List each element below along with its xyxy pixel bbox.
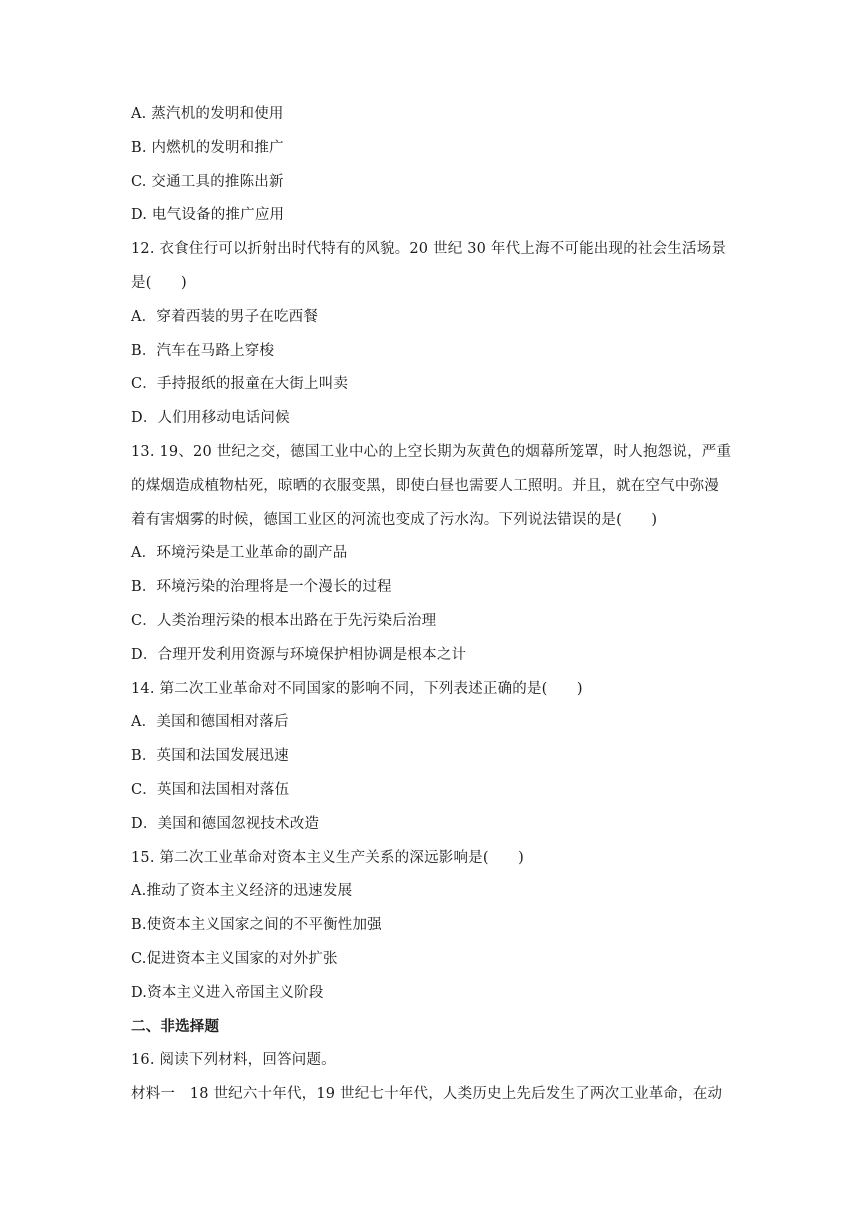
q14-stem: 14. 第二次工业革命对不同国家的影响不同，下列表述正确的是( )	[131, 680, 583, 697]
q15-option-d: D.资本主义进入帝国主义阶段	[131, 984, 324, 1001]
q15-option-b: B.使资本主义国家之间的不平衡性加强	[131, 917, 382, 934]
q16-stem: 16. 阅读下列材料，回答问题。	[131, 1052, 336, 1069]
q14-option-b: B．英国和法国发展迅速	[131, 748, 289, 765]
q13-option-c: C．人类治理污染的根本出路在于先污染后治理	[131, 612, 437, 629]
q16-material-1: 材料一 18 世纪六十年代，19 世纪七十年代，人类历史上先后发生了两次工业革命，在动	[131, 1086, 723, 1103]
q15-option-c: C.促进资本主义国家的对外扩张	[131, 950, 338, 967]
q12-option-d: D．人们用移动电话问候	[131, 410, 290, 427]
q15-option-a: A.推动了资本主义经济的迅速发展	[131, 883, 353, 900]
q12-stem-2: 是( )	[131, 274, 187, 291]
q11-option-b: B. 内燃机的发明和推广	[131, 139, 284, 156]
q12-option-a: A．穿着西装的男子在吃西餐	[131, 308, 319, 325]
q13-option-a: A．环境污染是工业革命的副产品	[131, 545, 348, 562]
document-page	[131, 104, 741, 1118]
q11-option-c: C. 交通工具的推陈出新	[131, 173, 284, 190]
q13-stem-2: 的煤烟造成植物枯死，晾晒的衣服变黑，即使白昼也需要人工照明。并且，就在空气中弥漫	[131, 477, 719, 494]
q13-stem-1: 13. 19、20 世纪之交，德国工业中心的上空长期为灰黄色的烟幕所笼罩，时人抱怨说，严重	[131, 443, 732, 460]
q11-option-a: A. 蒸汽机的发明和使用	[131, 106, 284, 122]
q13-option-d: D．合理开发利用资源与环境保护相协调是根本之计	[131, 646, 467, 663]
q13-option-b: B．环境污染的治理将是一个漫长的过程	[131, 579, 392, 596]
section-heading: 二、非选择题	[131, 1018, 220, 1035]
q14-option-c: C．英国和法国相对落伍	[131, 781, 290, 798]
q13-stem-3: 着有害烟雾的时候，德国工业区的河流也变成了污水沟。下列说法错误的是( )	[131, 511, 658, 528]
q14-option-d: D．美国和德国忽视技术改造	[131, 815, 320, 832]
q12-option-b: B．汽车在马路上穿梭	[131, 342, 275, 359]
q12-stem-1: 12. 衣食住行可以折射出时代特有的风貌。20 世纪 30 年代上海不可能出现的社会生活场景	[131, 241, 727, 258]
q14-option-a: A．美国和德国相对落后	[131, 714, 289, 731]
q15-stem: 15. 第二次工业革命对资本主义生产关系的深远影响是( )	[131, 849, 524, 866]
q11-option-d: D. 电气设备的推广应用	[131, 207, 285, 224]
q12-option-c: C．手持报纸的报童在大街上叫卖	[131, 376, 349, 393]
